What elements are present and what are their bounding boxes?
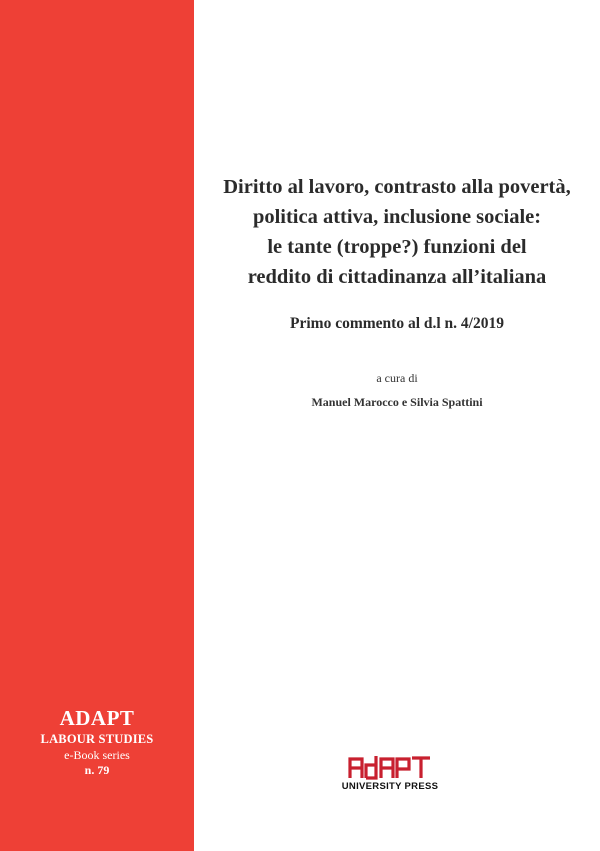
series-number: n. 79 <box>84 763 110 777</box>
adapt-logo-icon <box>347 754 433 780</box>
editors-names: Manuel Marocco e Silvia Spattini <box>311 395 483 409</box>
title-line: politica attiva, inclusione sociale: <box>252 206 542 228</box>
series-brand: ADAPT <box>59 706 135 730</box>
series-type: e-Book series <box>64 748 130 762</box>
publisher-logo <box>340 754 440 792</box>
edited-by-label: a cura di <box>376 371 418 385</box>
title-line: reddito di cittadinanza all’italiana <box>247 266 547 288</box>
series-block <box>0 706 194 778</box>
publisher-press-label: UNIVERSITY PRESS <box>341 781 439 792</box>
title-line: Diritto al lavoro, contrasto alla povertà, <box>223 176 571 198</box>
book-subtitle: Primo commento al d.l n. 4/2019 <box>290 315 504 332</box>
series-name: LABOUR STUDIES <box>40 732 154 746</box>
title-line: le tante (troppe?) funzioni del <box>267 236 527 258</box>
book-title <box>194 172 600 292</box>
cover-content <box>194 172 600 410</box>
